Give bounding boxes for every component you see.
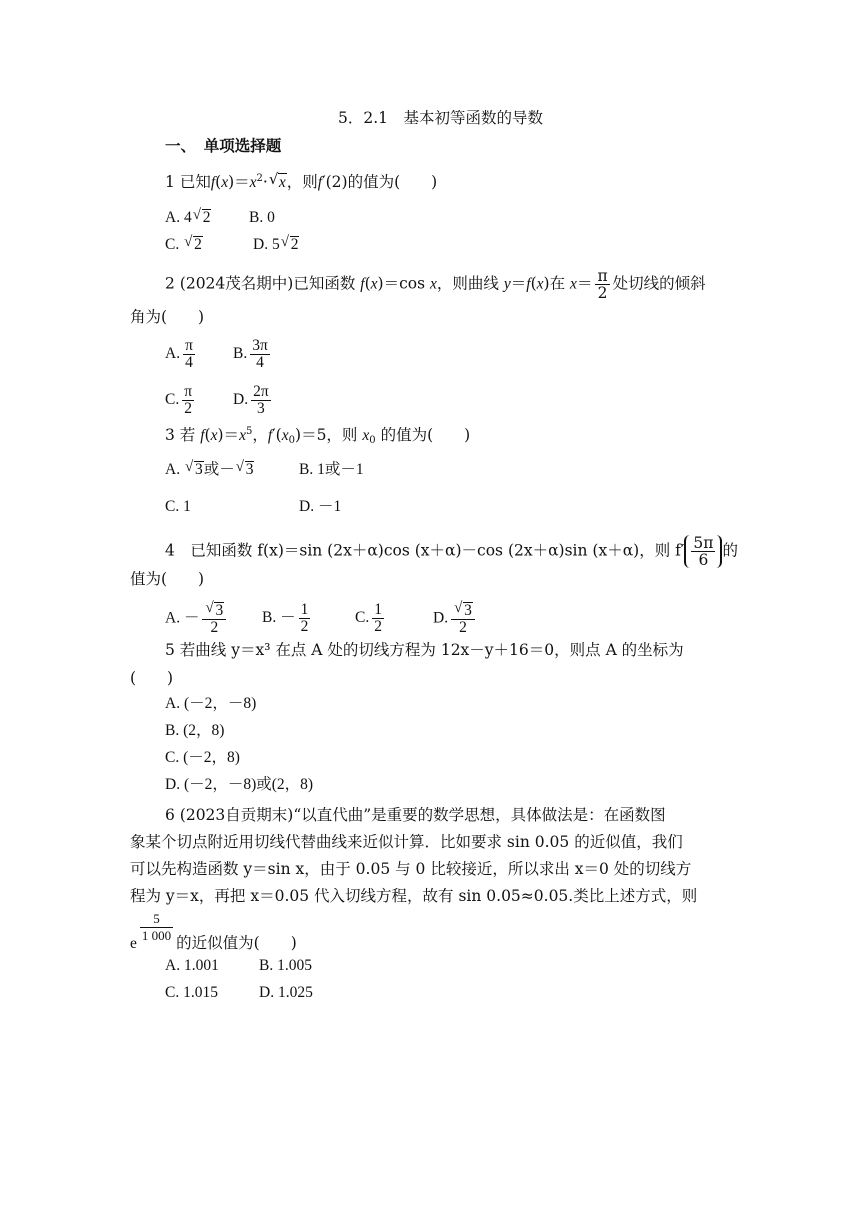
q5-option-a: A. (－2，－8)	[165, 695, 257, 712]
q4-option-a: A. － √ $\frac{3}{2}$	[165, 602, 229, 636]
q4-stem-line1: 4 已知函数 f(x)＝sin (2x＋α)cos (x＋α)－cos (2x＋α)sin (x＋α)，则 f′ $\frac{5\pi}{6}$ 的	[165, 534, 738, 569]
q5-option-b: B. (2，8)	[165, 722, 225, 739]
q2-option-d: D. $\frac{2\pi}{3}$	[233, 383, 269, 417]
q5-option-d: D. (－2，－8)或(2，8)	[165, 776, 314, 793]
q3-option-a: A. √ 3或－√ 3	[165, 460, 254, 480]
page-title: 5．2.1 基本初等函数的导数	[338, 109, 544, 127]
q6-option-a: A. 1.001	[165, 957, 219, 974]
q6-option-c: C. 1.015	[165, 984, 218, 1001]
q6-stem-line2: 象某个切点附近用切线代替曲线来近似计算．比如要求 sin 0.05 的近似值，我们	[130, 833, 683, 851]
q6-stem-line4: 程为 y＝x，再把 x＝0.05 代入切线方程，故有 sin 0.05≈0.05.类比上述方式，则	[130, 887, 698, 905]
q3-option-b: B. 1或－1	[299, 461, 364, 478]
q3-option-c: C. 1	[165, 498, 191, 515]
q1-stem-b: ，则	[286, 173, 318, 191]
q5-stem-line2: ( )	[130, 669, 174, 687]
q6-stem-line5: e $\frac{5}{1 000}$ 的近似值为( )	[130, 911, 297, 952]
q1-number: 1	[165, 173, 175, 191]
q4-option-c: C. $\frac{1}{2}$	[355, 601, 382, 635]
q1-stem-c: (2)的值为( )	[325, 173, 438, 191]
q2-option-c: C. $\frac{\pi}{2}$	[165, 383, 193, 417]
q2-stem-line1: 2 (2024茂名期中)已知函数 f(x)＝cos x，则曲线 y＝f(x)在 x＝ $\frac{\pi}{2}$ 处切线的倾斜	[165, 267, 706, 302]
q4-stem-line2: 值为( )	[130, 570, 205, 588]
section-heading: 一、 单项选择题	[165, 136, 282, 155]
q1-stem: 1 已知$f(x)=x^2\cdot√$ x，则f′(2)的值为( )	[165, 172, 437, 193]
q1-option-d: D. 5√ 2	[253, 235, 299, 255]
q2-stem-line2: 角为( )	[130, 308, 205, 326]
q2-option-b: B. $\frac{3\pi}{4}$	[233, 337, 268, 371]
q1-stem-a: 已知	[179, 173, 211, 191]
q6-stem-line3: 可以先构造函数 y＝sin x，由于 0.05 与 0 比较接近，所以求出 x＝0 处的切线方	[130, 860, 692, 878]
q5-option-c: C. (－2，8)	[165, 749, 240, 766]
q6-option-b: B. 1.005	[259, 957, 312, 974]
q6-option-d: D. 1.025	[259, 984, 313, 1001]
q3-stem: 3 若 $f(x)=x^5$，$f'(x_0)=5$，则 $x_0$ 的值为( )	[165, 426, 471, 446]
q4-option-b: B. － $\frac{1}{2}$	[262, 601, 309, 635]
q1-option-b: B. 0	[249, 209, 275, 226]
q1-option-a: A. 4√ 2	[165, 208, 211, 228]
q4-option-d: D. √ $\frac{3}{2}$	[433, 602, 478, 636]
q2-option-a: A. $\frac{\pi}{4}$	[165, 337, 193, 371]
q5-stem-line1: 5 若曲线 y＝x³ 在点 A 处的切线方程为 12x－y＋16＝0，则点 A 的坐标为	[165, 641, 684, 659]
q1-option-c: C. √ 2	[165, 235, 203, 255]
q3-option-d: D. －1	[299, 498, 342, 515]
q6-stem-line1: 6 (2023自贡期末)“以直代曲”是重要的数学思想，具体做法是：在函数图	[165, 806, 666, 824]
